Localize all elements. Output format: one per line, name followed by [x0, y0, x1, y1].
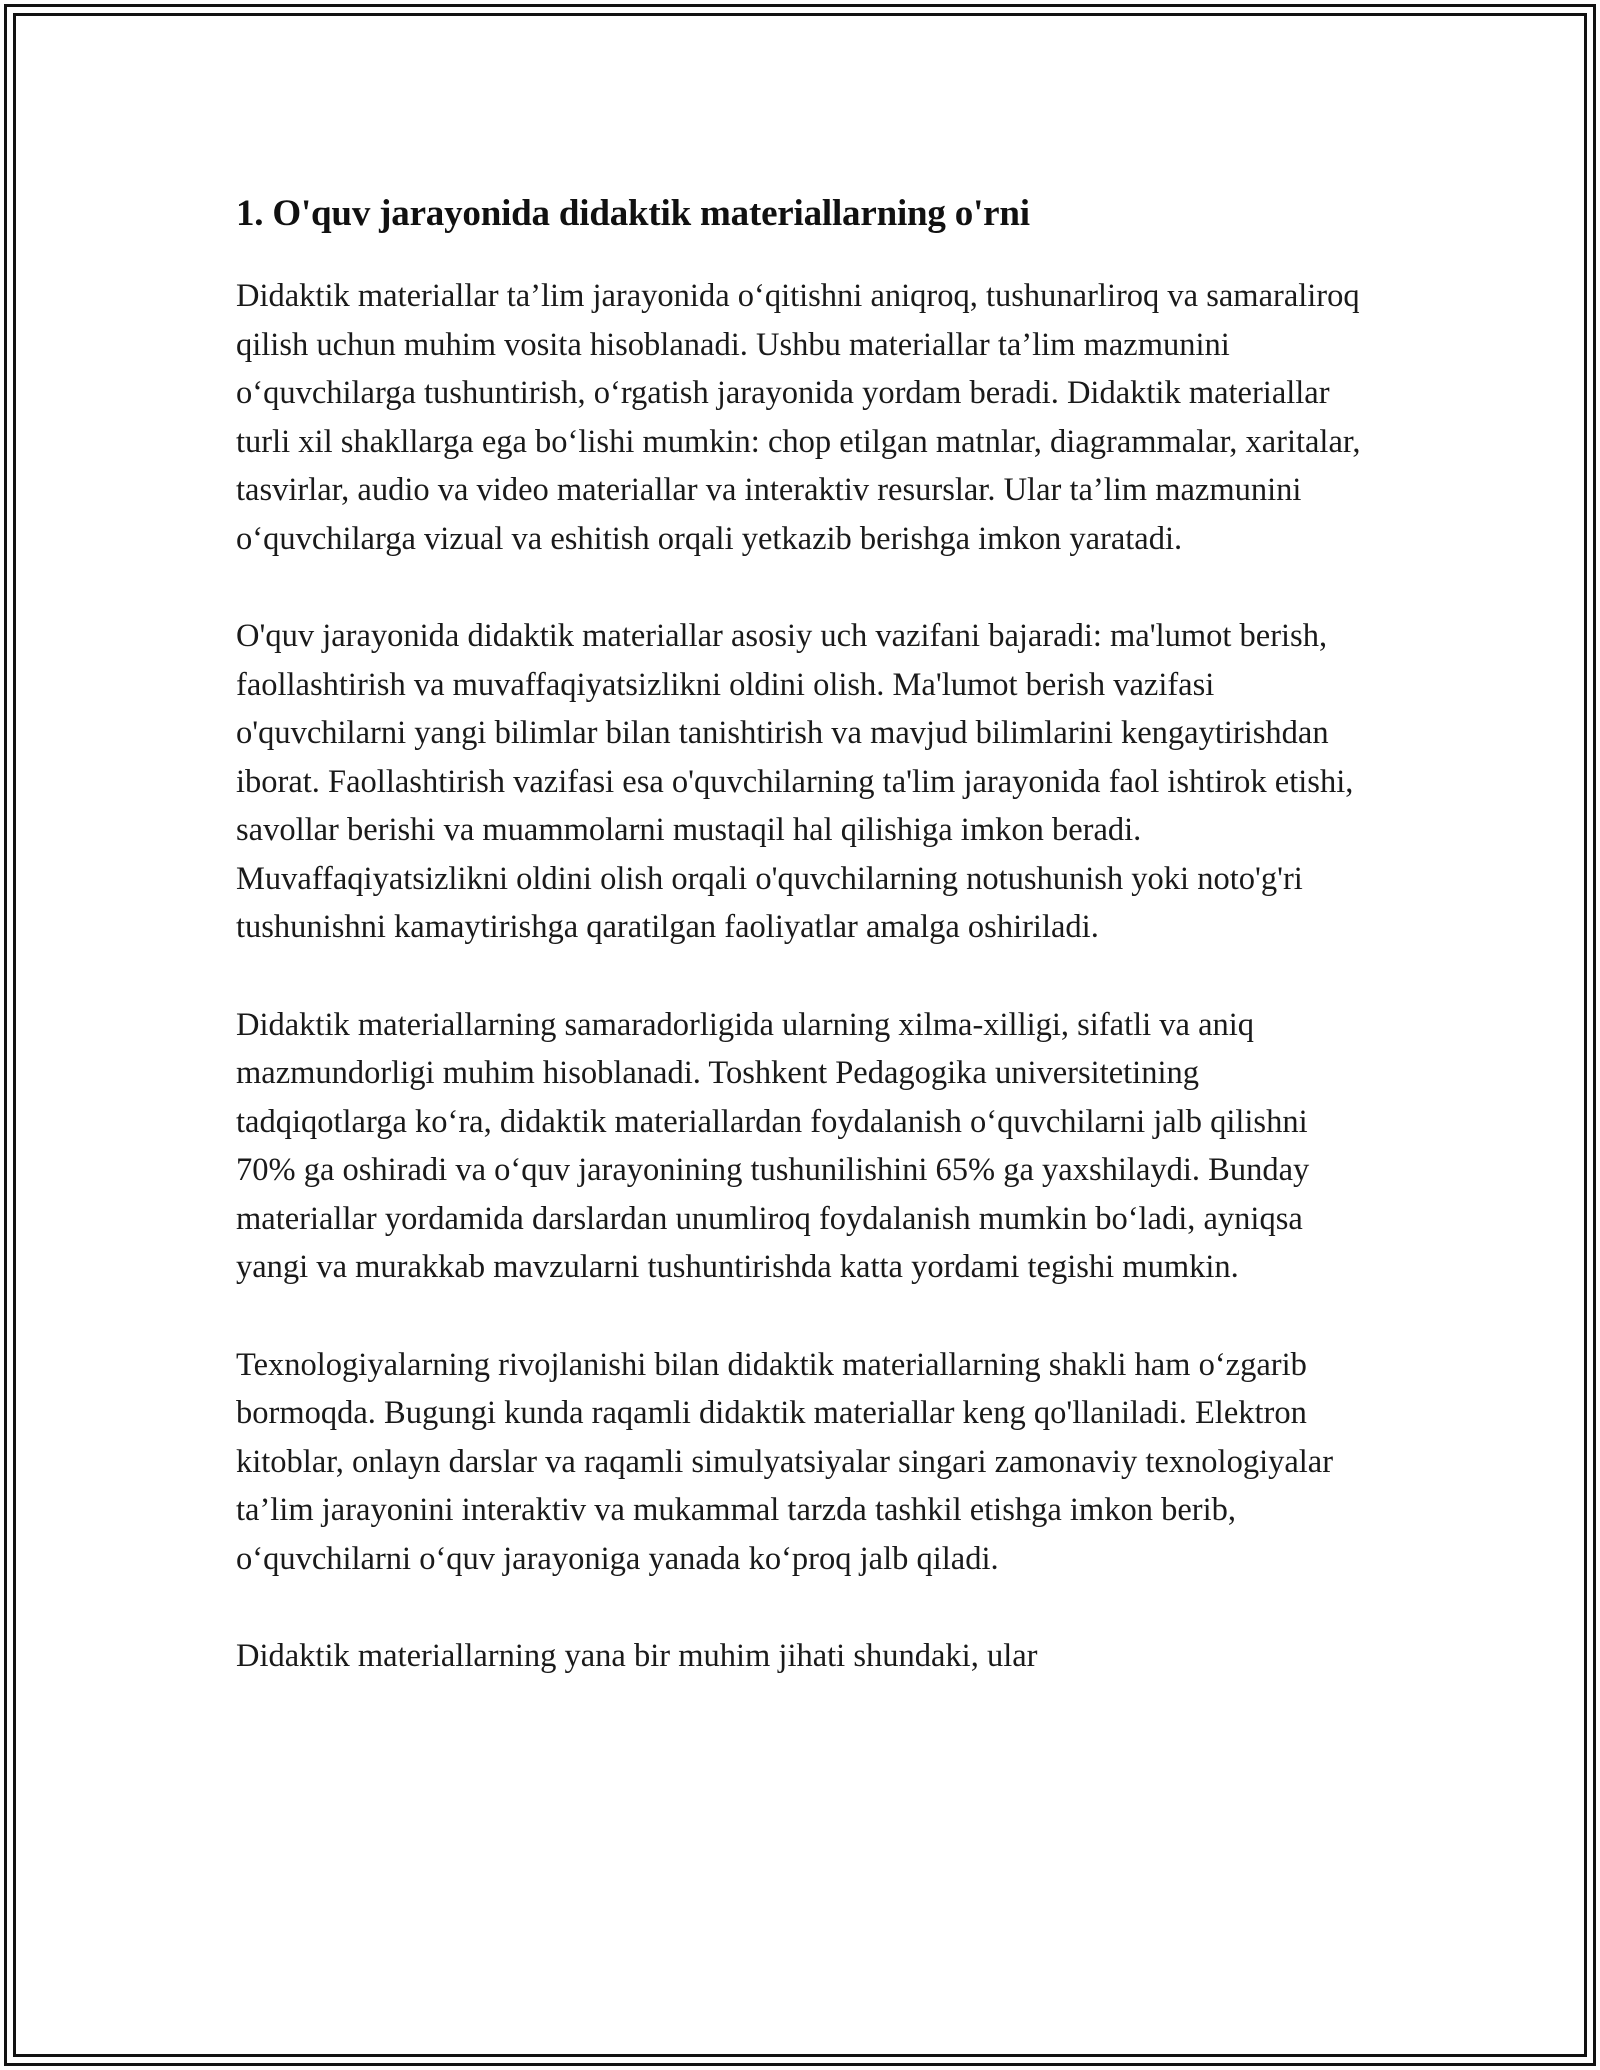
section-heading: 1. O'quv jarayonida didaktik materiallarning o'rni	[236, 193, 1030, 234]
paragraph-4: Texnologiyalarning rivojlanishi bilan didaktik materiallarning shakli ham o‘zgarib bormoqda. Bugungi kunda raqamli didaktik materiallar keng qo'llaniladi. Elektron kitoblar, onlayn darslar va raqamli simulyatsiyalar singari zamonaviy texnologiyalar ta’lim jarayonini interaktiv va mukammal tarzda tashkil etishga imkon berib, o‘quvchilarni o‘quv jarayoniga yanada ko‘proq jalb qiladi.	[236, 1346, 1334, 1577]
paragraph-1: Didaktik materiallar ta’lim jarayonida o‘qitishni aniqroq, tushunarliroq va samaraliroq qilish uchun muhim vosita hisoblanadi. Ushbu materiallar ta’lim mazmunini o‘quvchilarga tushuntirish, o‘rgatish jarayonida yordam beradi. Didaktik materiallar turli xil shakllarga ega bo‘lishi mumkin: chop etilgan matnlar, diagrammalar, xaritalar, tasvirlar, audio va video materiallar va interaktiv resurslar. Ular ta’lim mazmunini o‘quvchilarga vizual va eshitish orqali yetkazib berishga imkon yaratadi.	[236, 278, 1361, 557]
paragraph-2: O'quv jarayonida didaktik materiallar asosiy uch vazifani bajaradi: ma'lumot berish, faollashtirish va muvaffaqiyatsizlikni oldini olish. Ma'lumot berish vazifasi o'quvchilarni yangi bilimlar bilan tanishtirish va mavjud bilimlarini kengaytirishdan iborat. Faollashtirish vazifasi esa o'quvchilarning ta'lim jarayonida faol ishtirok etishi, savollar berishi va muammolarni mustaqil hal qilishiga imkon beradi. Muvaffaqiyatsizlikni oldini olish orqali o'quvchilarning notushunish yoki noto'g'ri tushunishni kamaytirishga qaratilgan faoliyatlar amalga oshiriladi.	[236, 618, 1354, 945]
paragraph-5: Didaktik materiallarning yana bir muhim jihati shundaki, ular	[236, 1638, 1038, 1674]
paragraph-3: Didaktik materiallarning samaradorligida ularning xilma-xilligi, sifatli va aniq mazmundorligi muhim hisoblanadi. Toshkent Pedagogika universitetining tadqiqotlarga ko‘ra, didaktik materiallardan foydalanish o‘quvchilarni jalb qilishni 70% ga oshiradi va o‘quv jarayonining tushunilishini 65% ga yaxshilaydi. Bunday materiallar yordamida darslardan unumliroq foydalanish mumkin bo‘ladi, ayniqsa yangi va murakkab mavzularni tushuntirishda katta yordami tegishi mumkin.	[236, 1006, 1310, 1285]
document-body	[236, 186, 1366, 1681]
